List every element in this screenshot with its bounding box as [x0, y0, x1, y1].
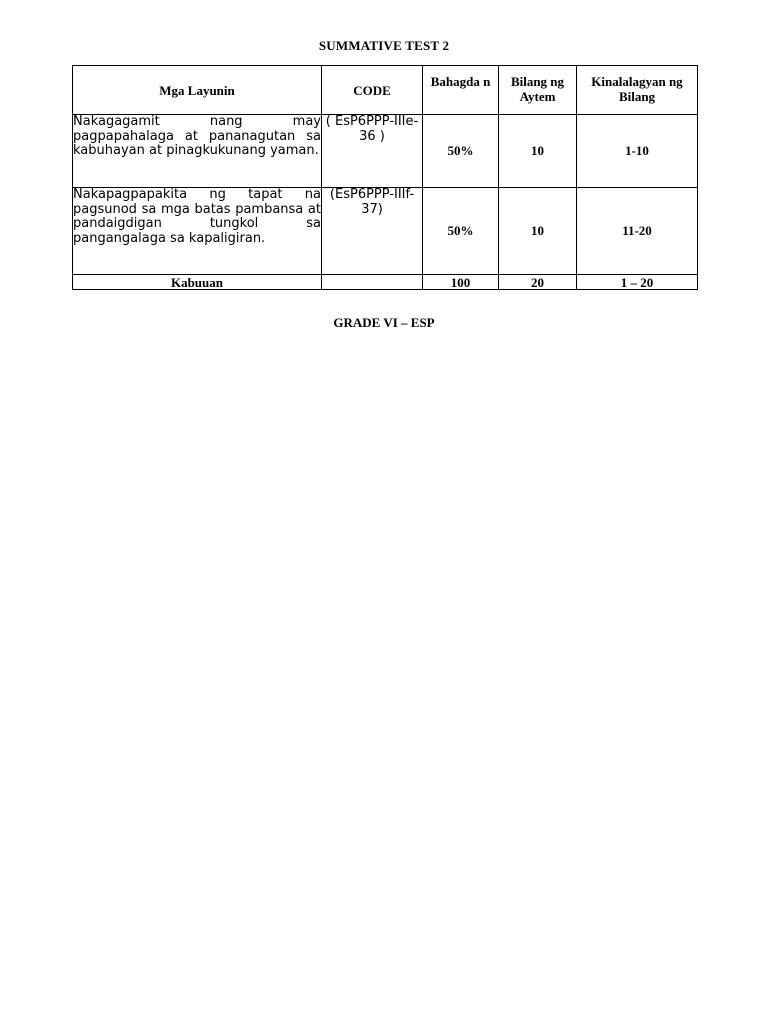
- percentage-cell: 50%: [423, 188, 499, 275]
- code-cell: (EsP6PPP-IIIf-37): [322, 188, 423, 275]
- header-code: CODE: [322, 66, 423, 115]
- item-placement-cell: 11-20: [577, 188, 698, 275]
- table-row: [73, 188, 698, 275]
- table-of-specifications: [72, 65, 698, 290]
- header-percentage: Bahagda n: [423, 66, 499, 115]
- item-placement-cell: 1-10: [577, 115, 698, 188]
- percentage-cell: 50%: [423, 115, 499, 188]
- header-item-placement: Kinalalagyan ng Bilang: [577, 66, 698, 115]
- total-item-count: 20: [499, 275, 577, 290]
- total-code-cell: [322, 275, 423, 290]
- grade-subject-label: GRADE VI – ESP: [333, 315, 435, 330]
- item-count-cell: 10: [499, 188, 577, 275]
- total-row: [73, 275, 698, 290]
- header-item-count: Bilang ng Aytem: [499, 66, 577, 115]
- total-label: Kabuuan: [73, 275, 322, 290]
- table-row: [73, 115, 698, 188]
- item-count-cell: 10: [499, 115, 577, 188]
- objective-cell: Nakagagamit nang may pagpapahalaga at pananagutan sa kabuhayan at pinagkukunang yaman.: [73, 115, 322, 188]
- page-title: SUMMATIVE TEST 2: [318, 38, 450, 53]
- header-objectives: Mga Layunin: [73, 66, 322, 115]
- code-cell: ( EsP6PPP-IIIe-36 ): [322, 115, 423, 188]
- total-item-placement: 1 – 20: [577, 275, 698, 290]
- objective-cell: Nakapagpapakita ng tapat na pagsunod sa mga batas pambansa at pandaigdigan tungkol sa pangangalaga sa kapaligiran.: [73, 188, 322, 275]
- total-percentage: 100: [423, 275, 499, 290]
- table-header-row: [73, 66, 698, 115]
